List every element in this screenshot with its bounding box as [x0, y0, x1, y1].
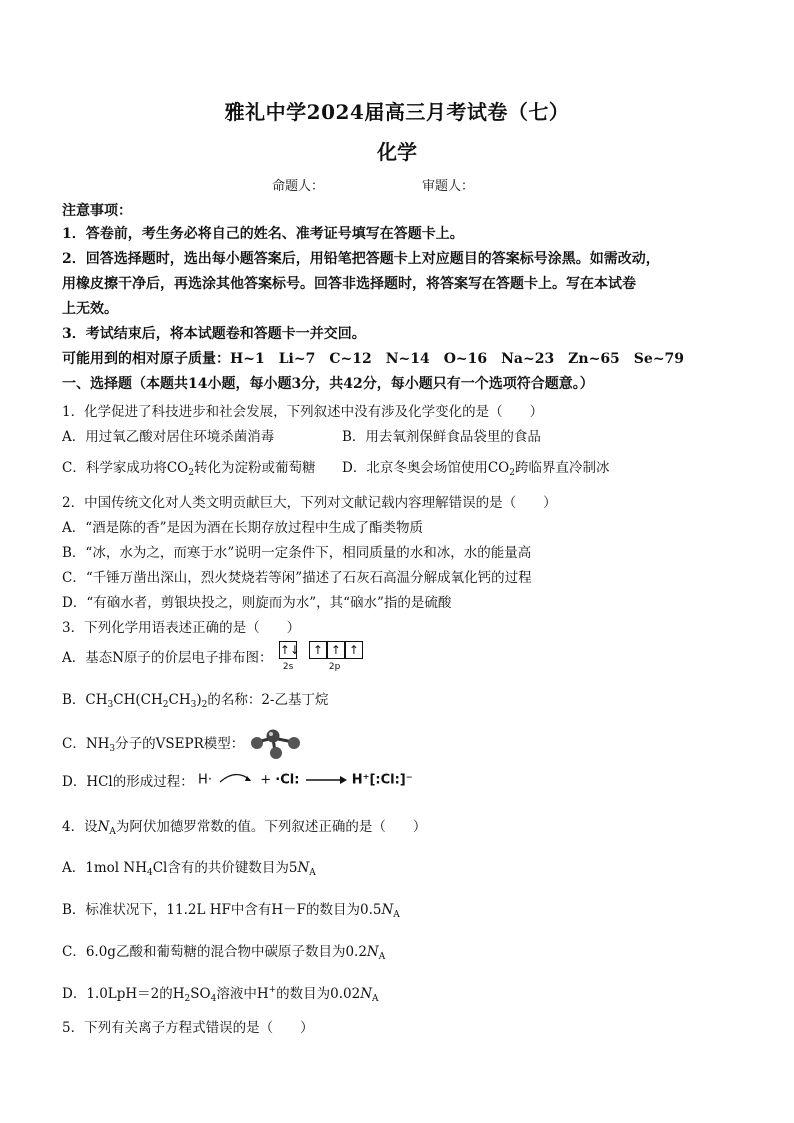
reviewer-label: 审题人：: [422, 179, 475, 194]
exam-title: 雅礼中学2024届高三月考试卷（七）: [224, 100, 570, 124]
q4-option-d: D．1.0LpH＝2的$H_2SO_4$溶液中H+的数目为$0.02N_A$: [62, 985, 379, 1004]
q1-option-c: C．科学家成功将$CO_2$转化为淀粉或葡萄糖: [62, 460, 316, 478]
q3-option-d: D．HCl的形成过程： H· + ·Cl: H⁺[:Cl:]⁻: [62, 770, 413, 790]
section-1-heading: 一、选择题（本题共14小题，每小题3分，共42分，每小题只有一个选项符合题意。）: [62, 376, 594, 392]
vsepr-model-image: [249, 726, 313, 760]
notice-item-1: 1．答卷前，考生务必将自己的姓名、准考证号填写在答题卡上。: [62, 226, 464, 242]
q5-stem: 5．下列有关离子方程式错误的是（ ）: [62, 1020, 314, 1036]
q1-stem: 1．化学促进了科技进步和社会发展，下列叙述中没有涉及化学变化的是（ ）: [62, 404, 544, 420]
notice-item-2-line-3: 上无效。: [62, 301, 118, 317]
exam-subject: 化学: [377, 140, 417, 164]
reaction-arrow-icon: [304, 774, 348, 786]
orbital-2s-label: 2s: [282, 662, 294, 672]
orbital-2p-label: 2p: [328, 662, 341, 672]
q4-stem: 4．设$N_A$为阿伏加德罗常数的值。下列叙述正确的是（ ）: [62, 819, 427, 837]
notice-item-2-line-1: 2．回答选择题时，选出每小题答案后，用铅笔把答题卡上对应题目的答案标号涂黑。如需改动，: [62, 251, 660, 267]
q2-option-b: B．“冰，水为之，而寒于水”说明一定条件下，相同质量的水和冰，水的能量高: [62, 545, 532, 561]
q4-option-b: B．标准状况下，11.2L HF中含有H－F的数目为$0.5N_A$: [62, 902, 400, 920]
q3-stem: 3．下列化学用语表述正确的是（ ）: [62, 620, 301, 636]
q3-option-c: C．$NH_3$分子的VSEPR模型：: [62, 726, 313, 760]
notice-heading: 注意事项：: [62, 203, 132, 219]
q4-option-a: A．1mol $NH_4Cl$含有的共价键数目为$5N_A$: [62, 860, 316, 878]
orbital-2s-box: ↑↓: [279, 643, 300, 657]
orbital-2p-box-2: ↑: [327, 641, 345, 659]
q2-stem: 2．中国传统文化对人类文明贡献巨大，下列对文献记载内容理解错误的是（ ）: [62, 495, 557, 511]
q3-option-a: A．基态N原子的价层电子排布图： ↑↓ ↑ ↑ ↑ 2s 2p: [62, 641, 377, 671]
electron-transfer-arrow-icon: [216, 770, 256, 790]
orbital-2p-box-1: ↑: [309, 641, 327, 659]
q4-option-c: C．6.0g乙酸和葡萄糖的混合物中碳原子数目为$0.2N_A$: [62, 944, 386, 962]
notice-item-3: 3．考试结束后，将本试题卷和答题卡一并交回。: [62, 326, 366, 342]
q1-option-b: B．用去氧剂保鲜食品袋里的食品: [342, 429, 541, 445]
q1-option-a: A．用过氧乙酸对居住环境杀菌消毒: [62, 429, 275, 445]
orbital-diagram: [277, 641, 377, 671]
q2-option-a: A．“酒是陈的香”是因为酒在长期存放过程中生成了酯类物质: [62, 520, 424, 536]
q1-options-cd: [62, 456, 742, 478]
q1-options-ab: [62, 425, 742, 445]
orbital-2p-box-3: ↑: [345, 641, 363, 659]
atomic-masses: 可能用到的相对原子质量：H~1 Li~7 C~12 N~14 O~16 Na~23 Zn~65 Se~79: [62, 351, 685, 367]
q2-option-d: D．“有硇水者，剪银块投之，则旋而为水”，其“硇水”指的是硫酸: [62, 595, 452, 611]
q3-option-b: B．$CH_3CH(CH_2CH_3)_2$的名称：2-乙基丁烷: [62, 692, 329, 710]
q1-option-d: D．北京冬奥会场馆使用$CO_2$跨临界直冷制冰: [342, 460, 610, 478]
setter-label: 命题人：: [272, 179, 325, 194]
hcl-formation: H· + ·Cl: H⁺[:Cl:]⁻: [198, 770, 413, 790]
notice-item-2-line-2: 用橡皮擦干净后，再选涂其他答案标号。回答非选择题时，将答案写在答题卡上。写在本试卷: [62, 276, 636, 292]
q2-option-c: C．“千锤万凿出深山，烈火焚烧若等闲”描述了石灰石高温分解成氧化钙的过程: [62, 570, 532, 586]
